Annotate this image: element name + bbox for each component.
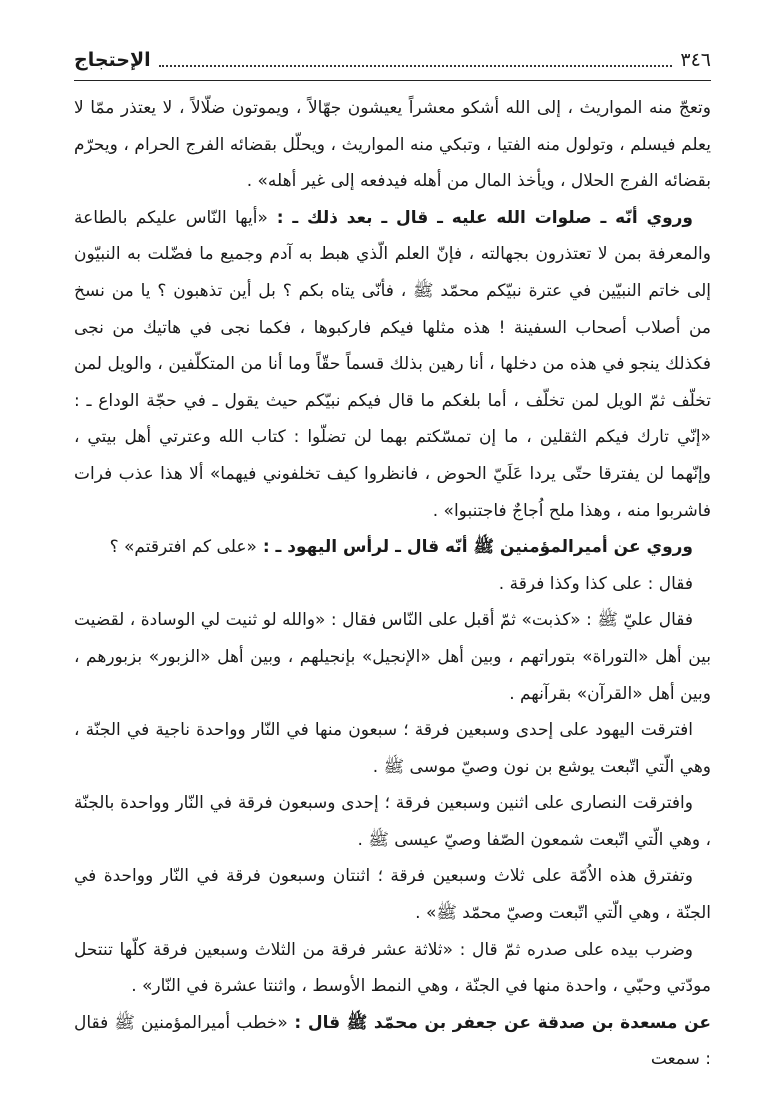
header-dot-leader (159, 65, 673, 67)
paragraph-text: وافترقت النصارى على اثنين وسبعين فرقة ؛ إحدى وسبعون فرقة في النّار وواحدة بالجنّة ، وهي الّتي اتّبعت شمعون الصّفا وصيّ عيسى ﷺ . (74, 793, 711, 850)
paragraph-text: «أيها النّاس عليكم بالطاعة والمعرفة بمن لا تعتذرون بجهالته ، فإنّ العلم الّذي هبط به آدم وجميع ما فضّلت به النبيّون إلى خاتم النبيّين في عترة نبيّكم محمّد ﷺ ، فأنّى يتاه بكم ؟ بل أين تذهبون ؟ يا من نسخ من أصلاب أصحاب السفينة ! هذه مثلها فيكم فاركبوها ، فكما نجى في هاتيك من نجى فكذلك ينجو في هذه من دخلها ، أنا رهين بذلك قسماً حقّاً وما أنا من المتكلّفين ، والويل لمن تخلّف ثمّ الويل لمن تخلّف ، أما بلغكم ما قال فيكم نبيّكم حيث يقول ـ في حجّة الوداع ـ : «إنّي تارك فيكم الثقلين ، ما إن تمسّكتم بهما لن تضلّوا : كتاب الله وعترتي أهل بيتي ، وإنّهما لن يفترقا حتّى يردا عَلَيّ الحوض ، فانظروا كيف تخلفوني فيهما» ألا هذا عذب فرات فاشربوا منه ، وهذا ملح اُجاجٌ فاجتنبوا» . (74, 207, 711, 521)
paragraph-text: فقال : على كذا وكذا فرقة . (498, 573, 693, 594)
paragraph (74, 529, 711, 566)
bold-lead-in: عن مسعدة بن صدقة عن جعفر بن محمّد ﷺ قال : (287, 1012, 711, 1033)
bold-lead-in: وروي أنّه ـ صلوات الله عليه ـ قال ـ بعد ذلك ـ : (267, 207, 693, 228)
paragraph (74, 602, 711, 712)
paragraph-text: «على كم افترقتم» ؟ (109, 537, 257, 558)
bold-lead-in: وروي عن أميرالمؤمنين ﷺ أنّه قال ـ لرأس اليهود ـ : (256, 537, 693, 558)
paragraph (74, 566, 711, 603)
page-number: ٣٤٦ (680, 49, 711, 71)
paragraph-text: افترقت اليهود على إحدى وسبعين فرقة ؛ سبعون منها في النّار وواحدة ناجية في الجنّة ، وهي الّتي اتّبعت يوشع بن نون وصيّ موسى ﷺ . (74, 720, 711, 777)
paragraph (74, 1005, 711, 1078)
paragraph (74, 200, 711, 529)
paragraph-text: وضرب بيده على صدره ثمّ قال : «ثلاثة عشر فرقة من الثلاث وسبعين فرقة كلّها تنتحل مودّتي وحبّي ، واحدة منها في الجنّة ، وهي النمط الأوسط ، واثنتا عشرة في النّار» . (74, 939, 711, 997)
header-rule (74, 80, 711, 81)
running-header (74, 42, 711, 78)
paragraph (74, 858, 711, 931)
paragraph (74, 712, 711, 785)
body-text (74, 90, 711, 1078)
running-title: الإحتجاج (74, 49, 151, 71)
paragraph-text: فقال عليّ ﷺ : «كذبت» ثمّ أقبل على النّاس فقال : «والله لو ثنيت لي الوسادة ، لقضيت بين أهل «التوراة» بتوراتهم ، وبين أهل «الإنجيل» بإنجيلهم ، وبين أهل «الزبور» بزبورهم ، وبين أهل «القرآن» بقرآنهم . (74, 610, 711, 704)
paragraph (74, 932, 711, 1005)
paragraph-text: «خطب أميرالمؤمنين ﷺ فقال : سمعت (74, 1012, 711, 1070)
paragraph (74, 785, 711, 858)
paragraph-text: وتفترق هذه الاُمّة على ثلاث وسبعين فرقة ؛ اثنتان وسبعون فرقة في النّار وواحدة في الجنّة ، وهي الّتي اتّبعت وصيّ محمّد ﷺ» . (74, 866, 711, 924)
paragraph-text: وتعجّ منه المواريث ، إلى الله أشكو معشراً يعيشون جهّالاً ، ويموتون ضلّالاً ، لا يعتذر ممّا لا يعلم فيسلم ، وتولول منه الفتيا ، وتبكي منه المواريث ، ويحلّل بقضائه الفرج الحرام ، ويحرّم بقضائه الفرج الحلال ، ويأخذ المال من أهله فيدفعه إلى غير أهله» . (74, 98, 711, 192)
paragraph (74, 90, 711, 200)
